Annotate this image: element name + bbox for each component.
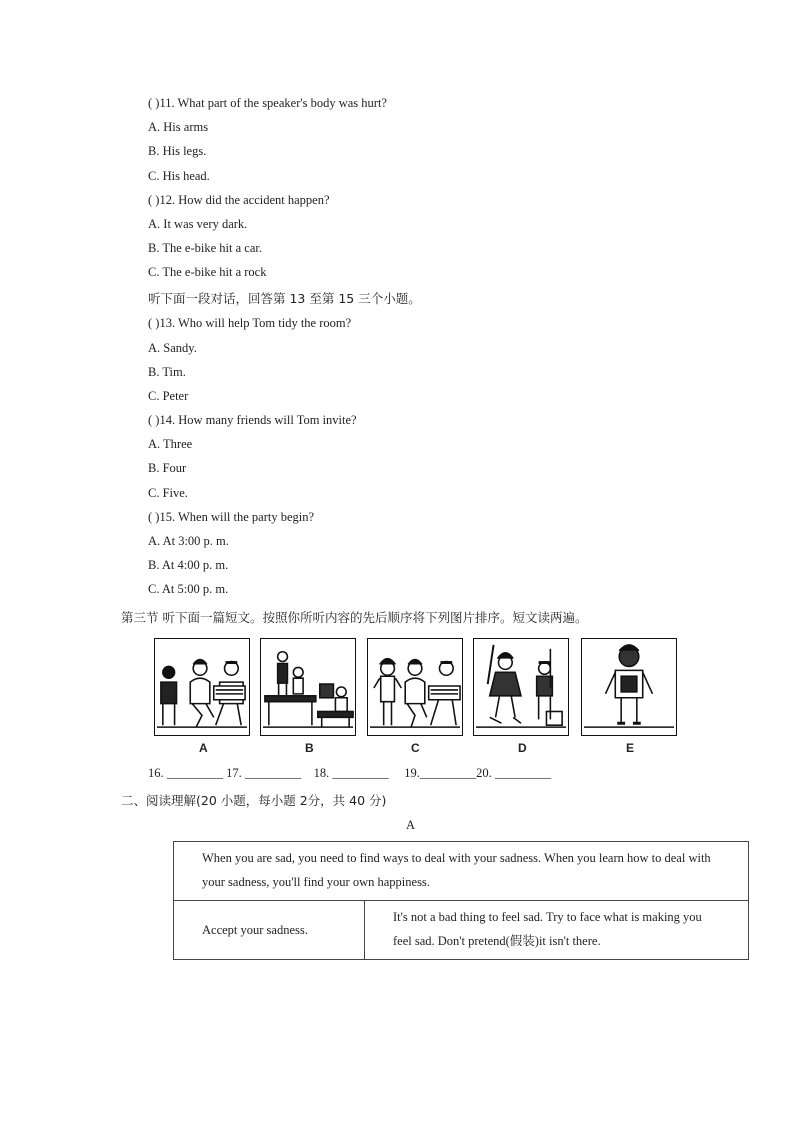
cleaning-icon xyxy=(474,639,568,735)
part2-heading: 二、阅读理解(20 小题，每小题 2分，共 40 分) xyxy=(121,793,387,808)
question-11-option-a: A. His arms xyxy=(148,120,209,134)
picture-e xyxy=(581,638,677,736)
question-12-option-b: B. The e-bike hit a car. xyxy=(148,241,262,255)
people-sitting-icon xyxy=(155,639,249,735)
question-14-option-b: B. Four xyxy=(148,461,187,475)
question-13-option-b: B. Tim. xyxy=(148,365,186,379)
table-row1-left: Accept your sadness. xyxy=(174,901,365,960)
family-room-icon xyxy=(261,639,355,735)
question-12-stem: ( )12. How did the accident happen? xyxy=(148,193,330,207)
question-11-option-c: C. His head. xyxy=(148,169,210,183)
picture-d xyxy=(473,638,569,736)
boy-standing-icon xyxy=(582,639,676,735)
reading-table xyxy=(173,841,749,960)
question-12-option-a: A. It was very dark. xyxy=(148,217,248,231)
picture-label-e: E xyxy=(626,741,635,755)
question-13-option-c: C. Peter xyxy=(148,389,189,403)
picture-a xyxy=(154,638,250,736)
dialogue-instruction: 听下面一段对话，回答第 13 至第 15 三个小题。 xyxy=(148,291,421,306)
question-15-option-c: C. At 5:00 p. m. xyxy=(148,582,229,596)
question-12-option-c: C. The e-bike hit a rock xyxy=(148,265,267,279)
question-15-option-b: B. At 4:00 p. m. xyxy=(148,558,229,572)
picture-label-d: D xyxy=(518,741,527,755)
question-15-option-a: A. At 3:00 p. m. xyxy=(148,534,229,548)
table-row1-right: It's not a bad thing to feel sad. Try to face what is making you feel sad. Don't pretend(假装)it isn't there. xyxy=(365,901,749,960)
picture-c xyxy=(367,638,463,736)
question-13-option-a: A. Sandy. xyxy=(148,341,197,355)
passage-label: A xyxy=(406,818,416,832)
picture-label-b: B xyxy=(305,741,314,755)
question-11-option-b: B. His legs. xyxy=(148,144,207,158)
section3-instruction: 第三节 听下面一篇短文。按照你所听内容的先后顺序将下列图片排序。短文读两遍。 xyxy=(121,610,588,625)
answer-blanks: 16. _________ 17. _________ 18. _________ 19._________20. _________ xyxy=(148,766,552,780)
question-11-stem: ( )11. What part of the speaker's body was hurt? xyxy=(148,96,387,110)
picture-b xyxy=(260,638,356,736)
picture-label-c: C xyxy=(411,741,420,755)
table-intro: When you are sad, you need to find ways to deal with your sadness. When you learn how to deal with your sadness, you'll find your own happiness. xyxy=(174,842,749,901)
question-15-stem: ( )15. When will the party begin? xyxy=(148,510,315,524)
question-14-stem: ( )14. How many friends will Tom invite? xyxy=(148,413,357,427)
picture-label-a: A xyxy=(199,741,208,755)
child-with-parents-icon xyxy=(368,639,462,735)
question-14-option-c: C. Five. xyxy=(148,486,188,500)
question-14-option-a: A. Three xyxy=(148,437,193,451)
question-13-stem: ( )13. Who will help Tom tidy the room? xyxy=(148,316,352,330)
